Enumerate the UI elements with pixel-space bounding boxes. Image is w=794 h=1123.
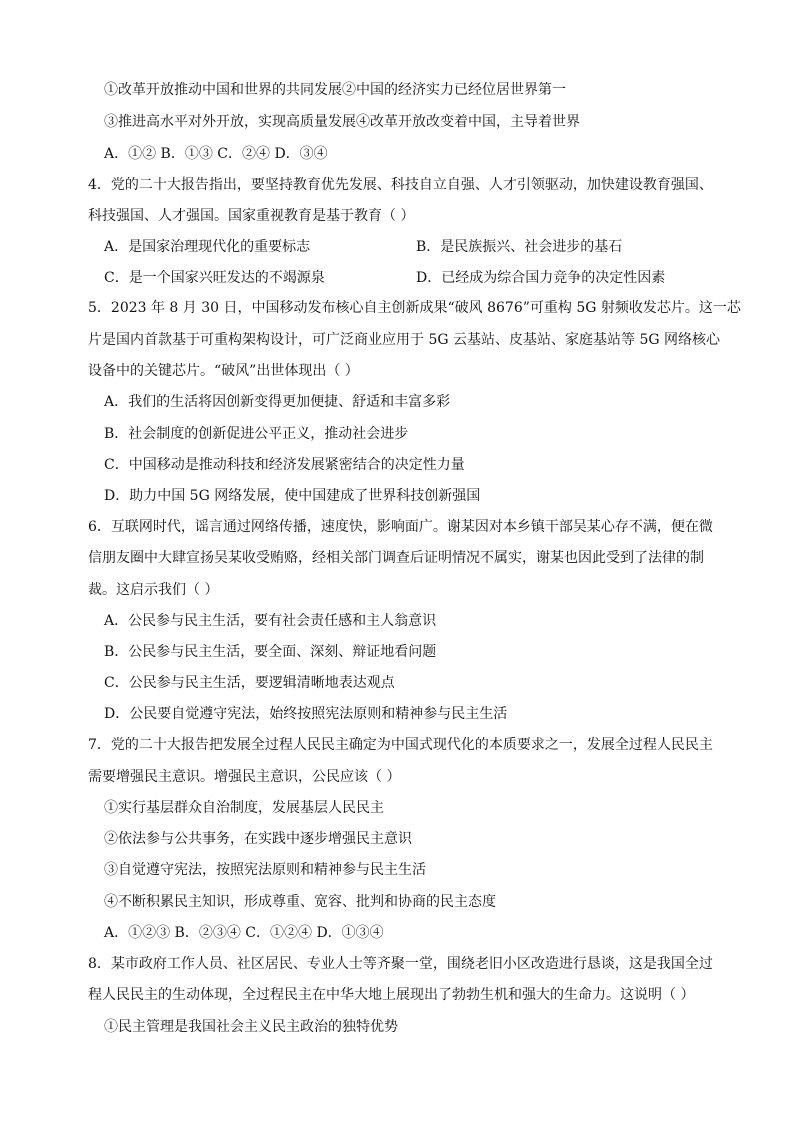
q3-choices: A．①② B．①③ C．②④ D．③④ [104, 146, 328, 162]
q8-option-1: ①民主管理是我国社会主义民主政治的独特优势 [104, 1019, 398, 1035]
q8-stem-line-2: 程人民民主的生动体现，全过程民主在中华大地上展现出了勃勃生机和强大的生命力。这说明（ ） [88, 987, 695, 1003]
q6-stem-line-2: 信朋友圈中大肆宣扬吴某收受贿赂，经相关部门调查后证明情况不属实，谢某也因此受到了法律的制 [88, 550, 704, 566]
q5-stem-line-2: 片是国内首款基于可重构架构设计，可广泛商业应用于 5G 云基站、皮基站、家庭基站等 5G 网络核心 [88, 332, 720, 348]
q3-option-line-1: ①改革开放推动中国和世界的共同发展②中国的经济实力已经位居世界第一 [104, 82, 566, 98]
q7-stem-line-1: 7．党的二十大报告把发展全过程人民民主确定为中国式现代化的本质要求之一，发展全过程人民民主 [88, 737, 713, 753]
q5-stem-line-1: 5．2023 年 8 月 30 日，中国移动发布核心自主创新成果“破风 8676”可重构 5G 射频收发芯片。这一芯 [88, 300, 741, 316]
q4-choice-b: B．是民族振兴、社会进步的基石 [416, 239, 623, 255]
q6-choice-c: C．公民参与民主生活，要逻辑清晰地表达观点 [104, 675, 395, 691]
q4-stem-line-2: 科技强国、人才强国。国家重视教育是基于教育（ ） [88, 208, 415, 224]
q3-option-line-2: ③推进高水平对外开放，实现高质量发展④改革开放改变着中国，主导着世界 [104, 114, 580, 130]
q7-stem-line-2: 需要增强民主意识。增强民主意识，公民应该（ ） [88, 769, 401, 785]
q4-choice-c: C．是一个国家兴旺发达的不竭源泉 [104, 270, 325, 286]
q6-choice-b: B．公民参与民主生活，要全面、深刻、辩证地看问题 [104, 644, 437, 660]
q7-option-2: ②依法参与公共事务，在实践中逐步增强民主意识 [104, 831, 412, 847]
q6-choice-d: D．公民要自觉遵守宪法，始终按照宪法原则和精神参与民主生活 [104, 706, 508, 722]
q4-choice-a: A．是国家治理现代化的重要标志 [104, 239, 311, 255]
q7-option-1: ①实行基层群众自治制度，发展基层人民民主 [104, 800, 384, 816]
q6-choice-a: A．公民参与民主生活，要有社会责任感和主人翁意识 [104, 613, 437, 629]
q5-choice-b: B．社会制度的创新促进公平正义，推动社会进步 [104, 426, 409, 442]
q6-stem-line-3: 裁。这启示我们（ ） [88, 582, 219, 598]
q8-stem-line-1: 8．某市政府工作人员、社区居民、专业人士等齐聚一堂，围绕老旧小区改造进行恳谈，这是我国全过 [88, 956, 713, 972]
q5-stem-line-3: 设备中的关键芯片。“破风”出世体现出（ ） [88, 363, 359, 379]
q7-choices: A．①②③ B．②③④ C．①②④ D．①③④ [104, 925, 384, 941]
q6-stem-line-1: 6．互联网时代，谣言通过网络传播，速度快，影响面广。谢某因对本乡镇干部吴某心存不满，便在微 [88, 519, 713, 535]
q5-choice-d: D．助力中国 5G 网络发展，使中国建成了世界科技创新强国 [104, 488, 481, 504]
q4-stem-line-1: 4．党的二十大报告指出，要坚持教育优先发展、科技自立自强、人才引领驱动，加快建设教育强国、 [88, 177, 713, 193]
q5-choice-a: A．我们的生活将因创新变得更加便捷、舒适和丰富多彩 [104, 394, 451, 410]
q5-choice-c: C．中国移动是推动科技和经济发展紧密结合的决定性力量 [104, 457, 465, 473]
q7-option-3: ③自觉遵守宪法，按照宪法原则和精神参与民主生活 [104, 862, 426, 878]
q4-choice-d: D．已经成为综合国力竞争的决定性因素 [416, 270, 666, 286]
q7-option-4: ④不断积累民主知识，形成尊重、宽容、批判和协商的民主态度 [104, 894, 496, 910]
